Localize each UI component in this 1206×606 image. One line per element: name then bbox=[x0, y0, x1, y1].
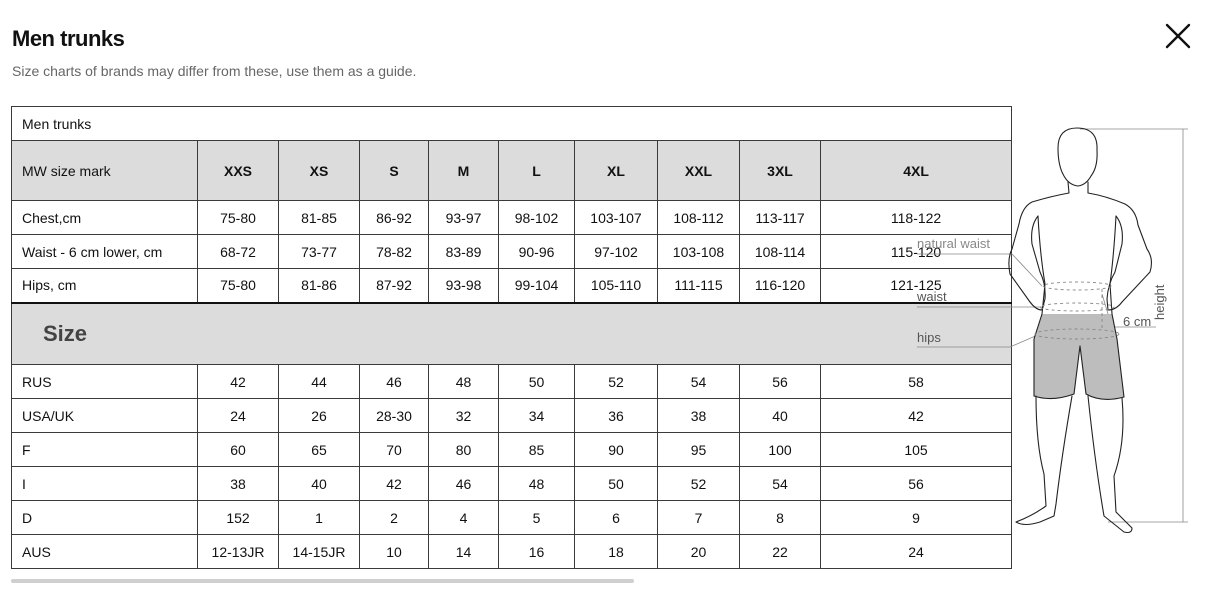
table-caption: Men trunks bbox=[12, 107, 1012, 141]
size-value: 152 bbox=[198, 501, 279, 535]
size-conversion-row bbox=[12, 535, 1012, 569]
measurement-value: 97-102 bbox=[575, 235, 658, 269]
measurement-row bbox=[12, 269, 1012, 303]
size-value: 2 bbox=[360, 501, 429, 535]
measurement-label: Hips, cm bbox=[12, 269, 198, 303]
measurement-value: 93-97 bbox=[429, 201, 499, 235]
size-mark-header-label: MW size mark bbox=[12, 141, 198, 201]
size-section-title: Size bbox=[12, 303, 1012, 365]
size-value: 4 bbox=[429, 501, 499, 535]
measurement-value: 121-125 bbox=[821, 269, 1012, 303]
size-value: 5 bbox=[499, 501, 575, 535]
size-value: 48 bbox=[429, 365, 499, 399]
size-value: 60 bbox=[198, 433, 279, 467]
size-value: 9 bbox=[821, 501, 1012, 535]
size-value: 50 bbox=[499, 365, 575, 399]
measurement-value: 75-80 bbox=[198, 269, 279, 303]
size-value: 56 bbox=[740, 365, 821, 399]
size-value: 42 bbox=[821, 399, 1012, 433]
size-system-label: D bbox=[12, 501, 198, 535]
size-conversion-row bbox=[12, 501, 1012, 535]
measurement-value: 75-80 bbox=[198, 201, 279, 235]
size-value: 56 bbox=[821, 467, 1012, 501]
size-value: 36 bbox=[575, 399, 658, 433]
size-system-label: F bbox=[12, 433, 198, 467]
measurement-value: 83-89 bbox=[429, 235, 499, 269]
size-value: 52 bbox=[575, 365, 658, 399]
table-caption-row bbox=[12, 107, 1012, 141]
waist-label: waist bbox=[917, 289, 947, 304]
size-value: 90 bbox=[575, 433, 658, 467]
measurement-value: 108-114 bbox=[740, 235, 821, 269]
measurement-value: 98-102 bbox=[499, 201, 575, 235]
size-mark-header: XXS bbox=[198, 141, 279, 201]
measurement-row bbox=[12, 201, 1012, 235]
measurement-value: 105-110 bbox=[575, 269, 658, 303]
size-value: 7 bbox=[658, 501, 740, 535]
close-button[interactable] bbox=[1160, 18, 1196, 54]
size-value: 32 bbox=[429, 399, 499, 433]
size-value: 100 bbox=[740, 433, 821, 467]
size-value: 14 bbox=[429, 535, 499, 569]
size-value: 10 bbox=[360, 535, 429, 569]
size-value: 6 bbox=[575, 501, 658, 535]
hips-label: hips bbox=[917, 330, 941, 345]
natural-waist-label: natural waist bbox=[917, 236, 990, 251]
dialog-title: Men trunks bbox=[12, 26, 125, 51]
size-value: 65 bbox=[279, 433, 360, 467]
size-table-viewport[interactable] bbox=[11, 106, 942, 572]
size-value: 26 bbox=[279, 399, 360, 433]
measurement-row bbox=[12, 235, 1012, 269]
measurement-value: 87-92 bbox=[360, 269, 429, 303]
size-system-label: I bbox=[12, 467, 198, 501]
size-system-label: AUS bbox=[12, 535, 198, 569]
size-value: 14-15JR bbox=[279, 535, 360, 569]
measurement-value: 111-115 bbox=[658, 269, 740, 303]
size-conversion-row bbox=[12, 365, 1012, 399]
size-conversion-row bbox=[12, 467, 1012, 501]
size-value: 38 bbox=[198, 467, 279, 501]
size-value: 42 bbox=[198, 365, 279, 399]
size-value: 18 bbox=[575, 535, 658, 569]
size-value: 70 bbox=[360, 433, 429, 467]
size-value: 42 bbox=[360, 467, 429, 501]
size-conversion-row bbox=[12, 399, 1012, 433]
measurement-value: 86-92 bbox=[360, 201, 429, 235]
size-value: 40 bbox=[740, 399, 821, 433]
measurement-value: 73-77 bbox=[279, 235, 360, 269]
size-value: 105 bbox=[821, 433, 1012, 467]
table-scrollbar[interactable] bbox=[11, 579, 882, 584]
size-value: 80 bbox=[429, 433, 499, 467]
measurement-value: 118-122 bbox=[821, 201, 1012, 235]
size-value: 48 bbox=[499, 467, 575, 501]
dialog-subtitle: Size charts of brands may differ from these, use them as a guide. bbox=[12, 63, 417, 79]
size-value: 12-13JR bbox=[198, 535, 279, 569]
height-label: height bbox=[1152, 284, 1167, 320]
size-value: 20 bbox=[658, 535, 740, 569]
size-value: 28-30 bbox=[360, 399, 429, 433]
measurement-value: 116-120 bbox=[740, 269, 821, 303]
measurement-value: 93-98 bbox=[429, 269, 499, 303]
size-value: 16 bbox=[499, 535, 575, 569]
size-mark-header: 4XL bbox=[821, 141, 1012, 201]
size-value: 34 bbox=[499, 399, 575, 433]
measurement-value: 103-107 bbox=[575, 201, 658, 235]
size-value: 8 bbox=[740, 501, 821, 535]
size-system-label: RUS bbox=[12, 365, 198, 399]
size-value: 40 bbox=[279, 467, 360, 501]
size-value: 52 bbox=[658, 467, 740, 501]
size-value: 54 bbox=[658, 365, 740, 399]
size-value: 22 bbox=[740, 535, 821, 569]
measurement-value: 78-82 bbox=[360, 235, 429, 269]
size-conversion-row bbox=[12, 433, 1012, 467]
size-mark-header: S bbox=[360, 141, 429, 201]
measurement-value: 113-117 bbox=[740, 201, 821, 235]
size-value: 54 bbox=[740, 467, 821, 501]
measurement-value: 90-96 bbox=[499, 235, 575, 269]
measurement-label: Waist - 6 cm lower, cm bbox=[12, 235, 198, 269]
close-icon bbox=[1160, 18, 1196, 54]
size-value: 24 bbox=[198, 399, 279, 433]
measurement-value: 99-104 bbox=[499, 269, 575, 303]
body-figure-illustration bbox=[912, 124, 1202, 544]
size-value: 58 bbox=[821, 365, 1012, 399]
measurement-value: 103-108 bbox=[658, 235, 740, 269]
size-value: 50 bbox=[575, 467, 658, 501]
measurement-value: 81-85 bbox=[279, 201, 360, 235]
size-mark-header: XXL bbox=[658, 141, 740, 201]
size-mark-header: M bbox=[429, 141, 499, 201]
size-value: 24 bbox=[821, 535, 1012, 569]
size-section-row bbox=[12, 303, 1012, 365]
size-value: 46 bbox=[429, 467, 499, 501]
measurement-label: Chest,cm bbox=[12, 201, 198, 235]
measurement-value: 108-112 bbox=[658, 201, 740, 235]
size-value: 85 bbox=[499, 433, 575, 467]
size-mark-header: L bbox=[499, 141, 575, 201]
measurement-value: 81-86 bbox=[279, 269, 360, 303]
measurement-value: 68-72 bbox=[198, 235, 279, 269]
size-mark-header: XS bbox=[279, 141, 360, 201]
size-system-label: USA/UK bbox=[12, 399, 198, 433]
size-value: 46 bbox=[360, 365, 429, 399]
size-table bbox=[11, 106, 1012, 569]
size-mark-header: 3XL bbox=[740, 141, 821, 201]
offset-label: 6 cm bbox=[1123, 314, 1152, 329]
measurement-value: 115-120 bbox=[821, 235, 1012, 269]
scrollbar-thumb[interactable] bbox=[11, 579, 634, 583]
size-value: 44 bbox=[279, 365, 360, 399]
size-value: 95 bbox=[658, 433, 740, 467]
size-value: 38 bbox=[658, 399, 740, 433]
size-value: 1 bbox=[279, 501, 360, 535]
measurement-figure bbox=[912, 124, 1202, 544]
size-mark-header: XL bbox=[575, 141, 658, 201]
size-mark-header-row bbox=[12, 141, 1012, 201]
